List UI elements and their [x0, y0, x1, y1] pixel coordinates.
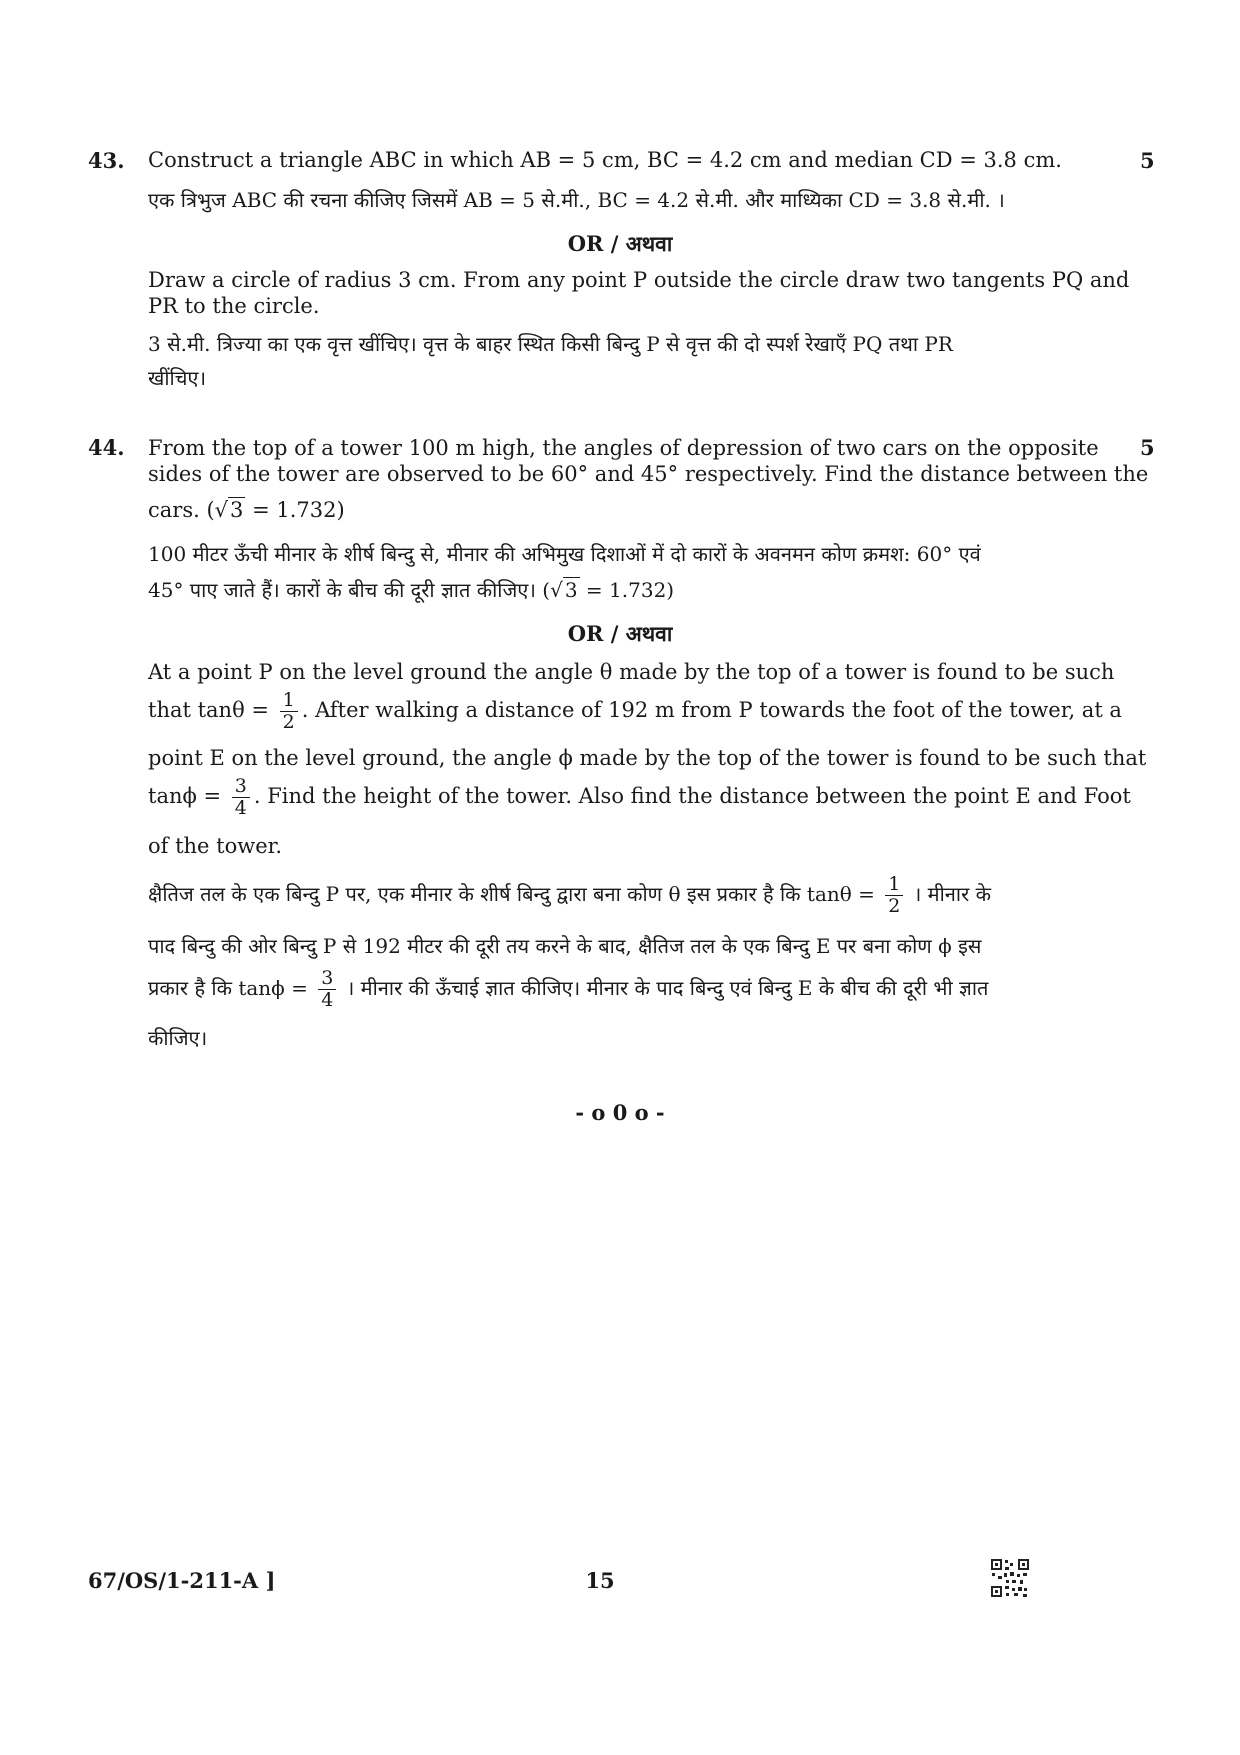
q44-alt-hindi-line-1 — [148, 874, 1098, 917]
sqrt-symbol: √ — [214, 498, 229, 522]
fraction-numerator: 3 — [318, 968, 336, 990]
tan-phi-expression: tanϕ = — [148, 784, 228, 808]
fraction-denominator: 4 — [321, 989, 334, 1011]
page-number: 15 — [585, 1568, 615, 1593]
q43-alt-english-line-2: PR to the circle. — [148, 294, 320, 318]
q43-alt-hindi-line-2: खींचिए। — [148, 366, 207, 390]
hindi-find-height-text: । मीनार की ऊँचाई ज्ञात कीजिए। मीनार के पाद बिन्दु एवं बिन्दु E के बीच की दूरी भी ज्ञात — [340, 976, 989, 1000]
sqrt-symbol: √ — [550, 578, 563, 602]
q44-alt-english-line-1: At a point P on the level ground the angle θ made by the top of a tower is found to be such — [148, 660, 1115, 684]
q43-alt-hindi-line-1: 3 से.मी. त्रिज्या का एक वृत्त खींचिए। वृत्त के बाहर स्थित किसी बिन्दु P से वृत्त की दो स्पर्श रेखाएँ PQ तथा PR — [148, 332, 953, 356]
q43-or-label: OR / अथवा — [567, 231, 673, 256]
q44-english-line-3 — [148, 496, 1098, 524]
fraction-three-quarters — [232, 776, 250, 819]
sqrt-value: = 1.732) — [245, 498, 345, 522]
fraction-numerator: 1 — [885, 874, 903, 896]
marks-43: 5 — [1140, 148, 1155, 173]
hindi-tower-text: । मीनार के — [907, 882, 991, 906]
fraction-denominator: 2 — [888, 895, 901, 917]
q43-alt-english-line-1: Draw a circle of radius 3 cm. From any point P outside the circle draw two tangents PQ and — [148, 268, 1130, 292]
q44-english-line-2: sides of the tower are observed to be 60° and 45° respectively. Find the distance between the — [148, 462, 1149, 486]
fraction-denominator: 4 — [234, 797, 247, 819]
sqrt-argument: 3 — [564, 578, 578, 602]
q44-or-label: OR / अथवा — [567, 621, 673, 646]
tan-theta-expression: that tanθ = — [148, 698, 276, 722]
fraction-three-quarters — [318, 968, 336, 1011]
q44-hindi-line-2 — [148, 576, 1098, 604]
find-height-text: . Find the height of the tower. Also find the distance between the point E and Foot — [253, 784, 1131, 808]
q44-alt-english-line-4 — [148, 775, 1131, 819]
marks-44: 5 — [1140, 435, 1155, 460]
q43-english-text: Construct a triangle ABC in which AB = 5 cm, BC = 4.2 cm and median CD = 3.8 cm. — [148, 148, 1062, 172]
paper-code: 67/OS/1-211-A ] — [88, 1568, 276, 1593]
hindi-tan-phi-text: प्रकार है कि tanϕ = — [148, 976, 315, 1000]
fraction-one-half — [885, 874, 903, 917]
q44-alt-english-line-3: point E on the level ground, the angle ϕ made by the top of the tower is found to be such that — [148, 746, 1147, 770]
fraction-denominator: 2 — [282, 711, 295, 733]
q44-alt-hindi-line-4: कीजिए। — [148, 1026, 208, 1050]
end-of-paper-mark: - o 0 o - — [575, 1100, 665, 1125]
fraction-numerator: 3 — [232, 776, 250, 798]
fraction-numerator: 1 — [280, 690, 298, 712]
fraction-one-half — [280, 690, 298, 733]
sqrt-value: = 1.732) — [579, 578, 675, 602]
q44-alt-english-line-5: of the tower. — [148, 834, 283, 858]
qr-code-icon — [990, 1558, 1030, 1598]
q44-alt-hindi-line-2: पाद बिन्दु की ओर बिन्दु P से 192 मीटर की दूरी तय करने के बाद, क्षैतिज तल के एक बिन्दु E पर बना कोण ϕ इस — [148, 934, 982, 958]
sqrt-argument: 3 — [230, 498, 244, 522]
q43-hindi-text: एक त्रिभुज ABC की रचना कीजिए जिसमें AB = 5 से.मी., BC = 4.2 से.मी. और माध्यिका CD = 3.8 से.मी. । — [148, 188, 1005, 212]
hindi-tan-theta-text: क्षैतिज तल के एक बिन्दु P पर, एक मीनार के शीर्ष बिन्दु द्वारा बना कोण θ इस प्रकार है कि tanθ = — [148, 882, 882, 906]
q44-hindi-line-1: 100 मीटर ऊँची मीनार के शीर्ष बिन्दु से, मीनार की अभिमुख दिशाओं में दो कारों के अवनमन कोण क्रमश: 60° एवं — [148, 542, 981, 566]
q44-english-line-1: From the top of a tower 100 m high, the angles of depression of two cars on the opposite — [148, 436, 1099, 460]
question-number-44: 44. — [88, 435, 125, 460]
question-number-43: 43. — [88, 148, 125, 173]
q44-alt-english-line-2 — [148, 689, 1122, 733]
q44-hindi-text: 45° पाए जाते हैं। कारों के बीच की दूरी ज्ञात कीजिए। ( — [148, 578, 551, 602]
walking-distance-text: . After walking a distance of 192 m from P towards the foot of the tower, at a — [301, 698, 1122, 722]
q44-alt-hindi-line-3 — [148, 968, 1098, 1011]
q44-cars-text: cars. ( — [148, 498, 215, 522]
